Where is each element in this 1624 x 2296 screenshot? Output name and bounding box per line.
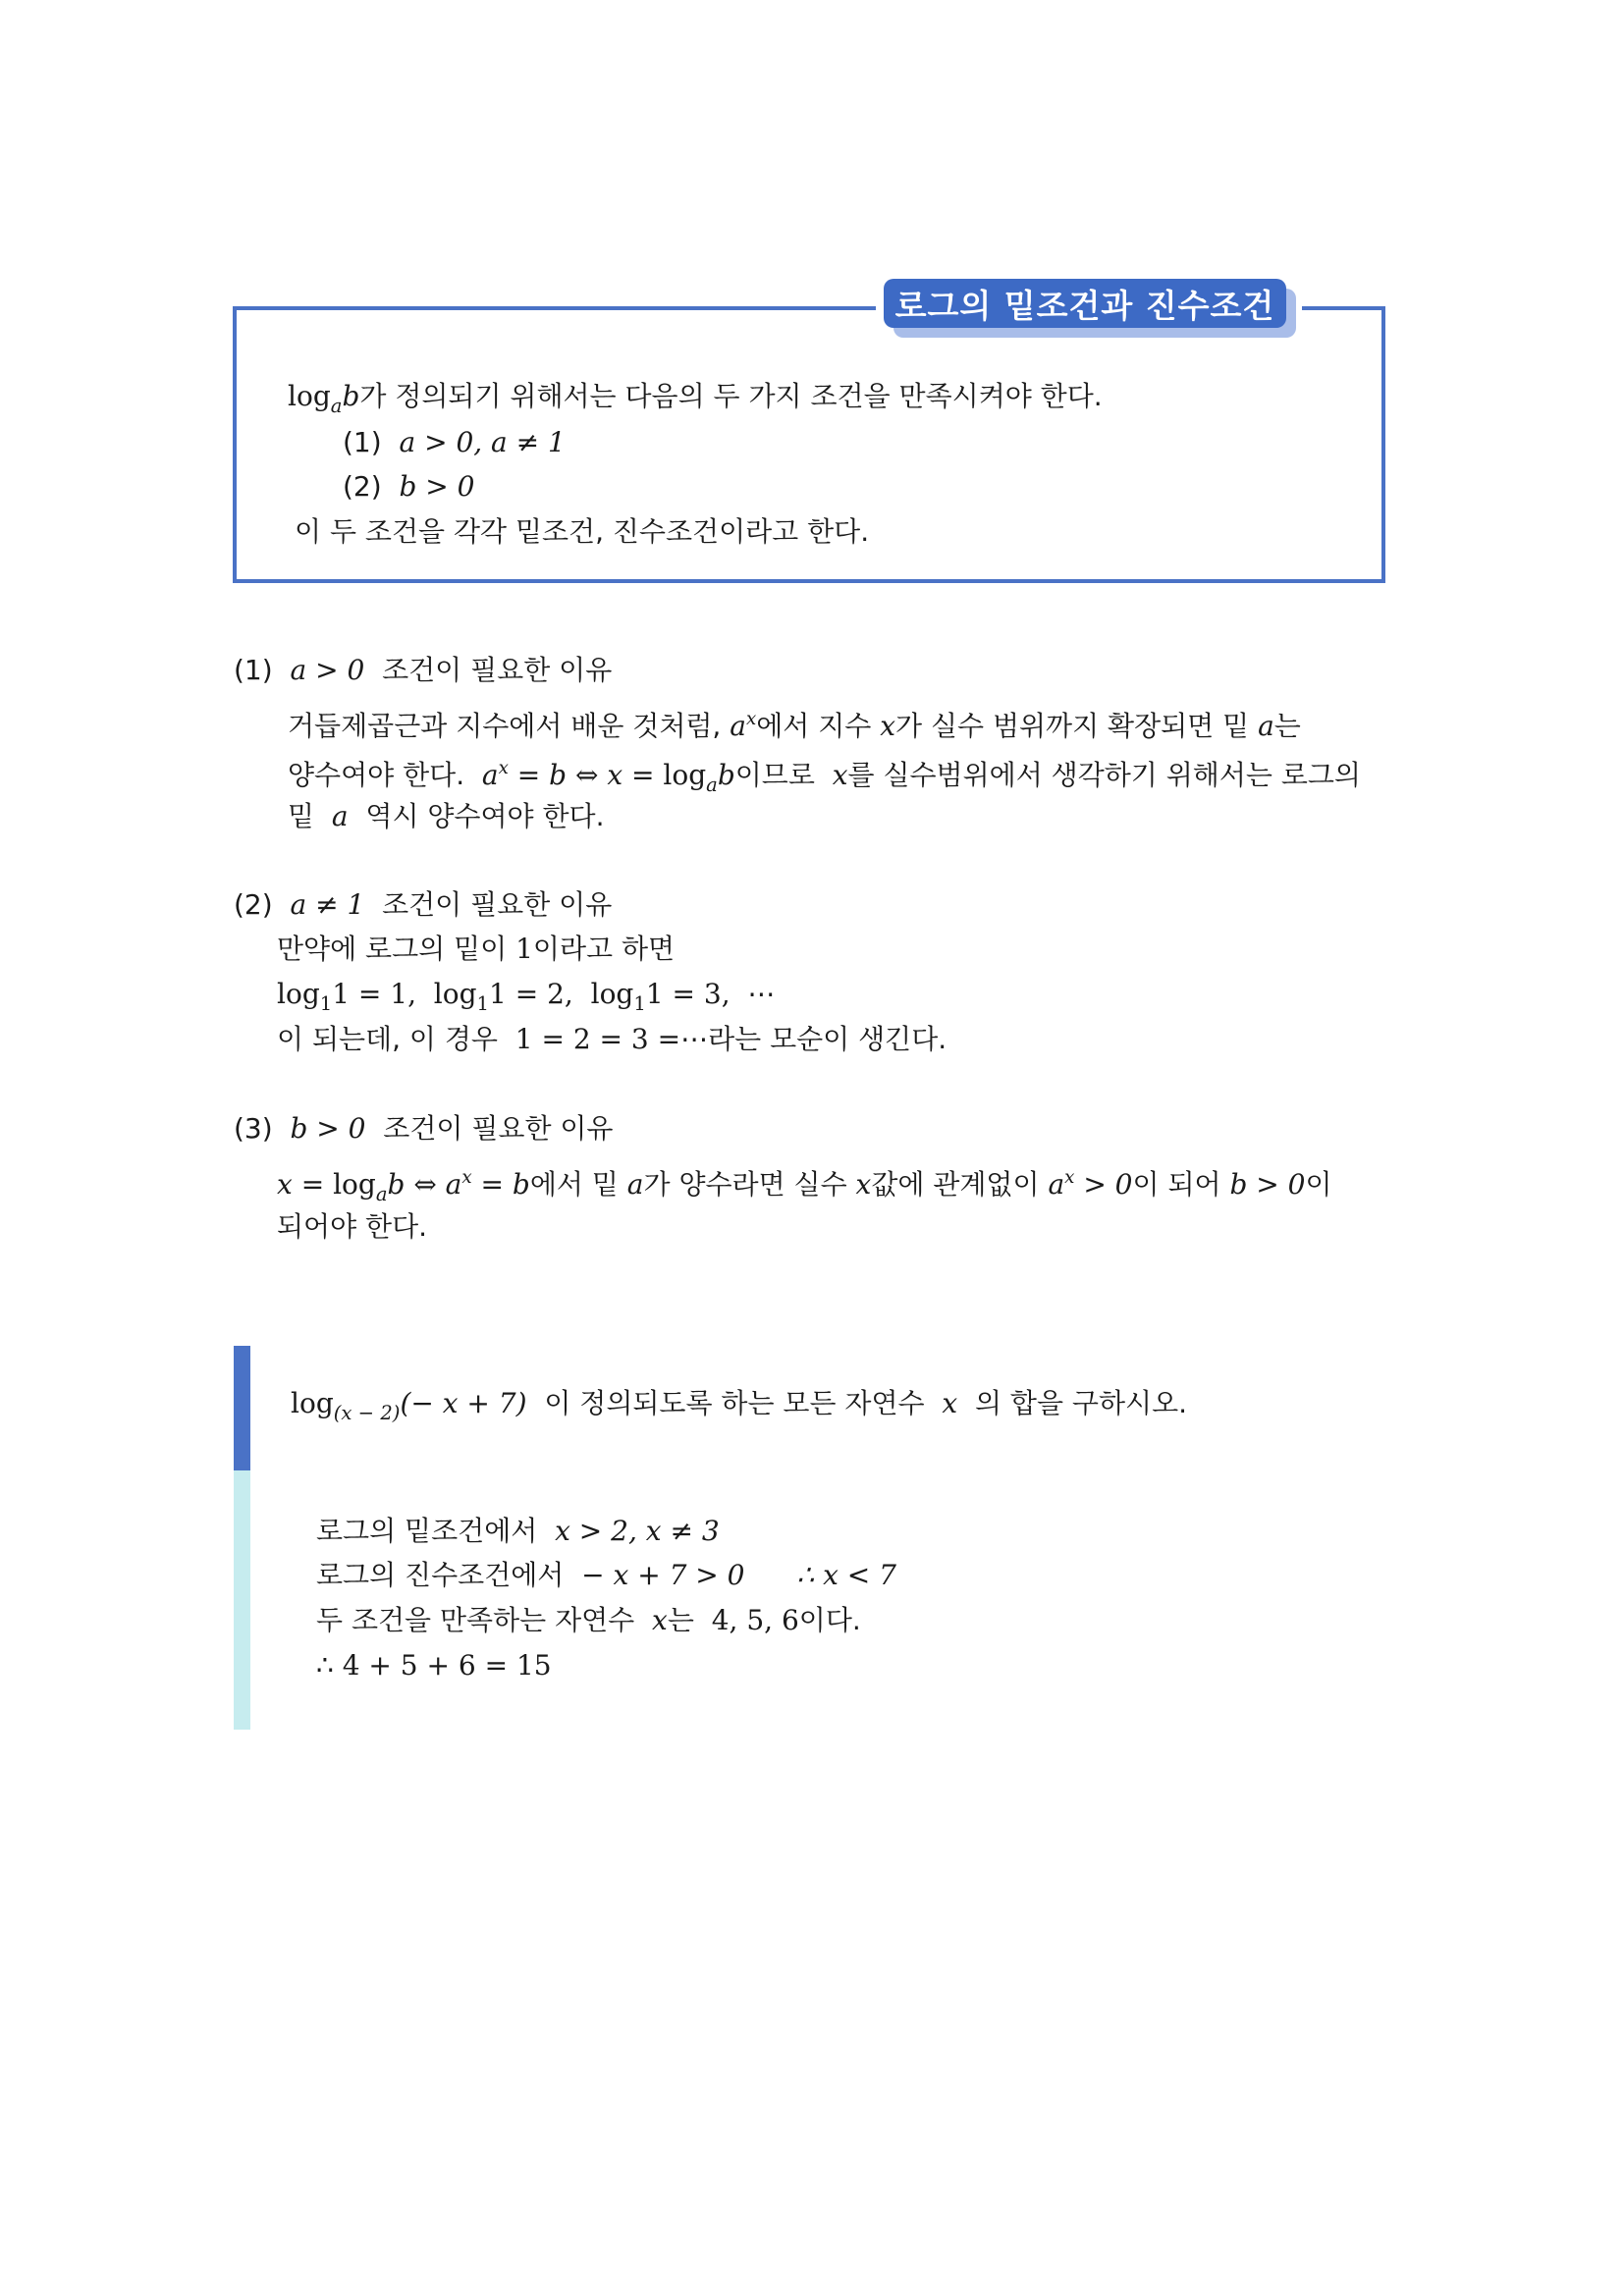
s3-text-c: 값에 관계없이 [871,1167,1040,1201]
section-3-condition: b > 0 [290,1112,366,1145]
s1-math-x2: x [832,758,848,791]
s1-text-c: 가 실수 범위까지 확장되면 밑 [895,709,1250,742]
sol3-text-mid: 는 [667,1604,694,1636]
section-3-title: 조건이 필요한 이유 [383,1112,614,1145]
definition-intro-text: 가 정의되기 위해서는 다음의 두 가지 조건을 만족시켜야 한다. [359,380,1103,412]
sol3-text: 두 조건을 만족하는 자연수 [316,1604,635,1636]
problem-var-x: x [942,1387,958,1419]
definition-condition-2 [343,467,474,507]
s1-math-ax: $a^x$ [730,709,757,742]
problem-accent-bar [234,1346,250,1470]
sol2-text: 로그의 진수조건에서 [316,1559,565,1591]
s3-text-e: 이 [1305,1167,1332,1201]
section-1-heading [234,651,612,690]
sol1-text: 로그의 밑조건에서 [316,1515,538,1547]
section-2-line-3 [277,1020,947,1059]
s2-text-b: 이라고 하면 [532,933,676,965]
s1-text-g: 를 실수범위에서 생각하기 위해서는 로그의 [847,758,1361,791]
s1-math-equivalence: $a^x = b$ ⇔ $x = \log_ab$ [481,758,735,796]
section-2-label: (2) [234,888,273,921]
problem-text-b: 의 합을 구하시오. [974,1387,1188,1419]
s1-text-a: 거듭제곱근과 지수에서 배운 것처럼, [288,709,722,742]
s2-math-log-list: $\log_11 = 1$, $\log_11 = 2$, $\log_11 = 3$, ⋯ [277,978,776,1015]
s2-text-d: 라는 모순이 생긴다. [708,1023,947,1055]
s1-text-i: 역시 양수여야 한다. [365,800,605,832]
s1-text-e: 양수여야 한다. [288,758,465,791]
s2-text-c: 이 되는데, 이 경우 [277,1023,498,1055]
log-a-b-math: $\log_ab$ [288,380,360,417]
sol3-text-tail: 이다. [798,1604,861,1636]
s1-text-d: 는 [1273,709,1301,742]
section-1-title: 조건이 필요한 이유 [382,654,613,686]
section-1-line-1 [288,700,1301,746]
sol2-math-conclusion: ∴ x < 7 [796,1559,896,1591]
section-2-heading [234,885,612,925]
sol1-math: x > 2, x ≠ 3 [555,1515,720,1547]
s3-math-ax-pos: $a^x > 0$ [1048,1167,1133,1201]
sol3-math: 4, 5, 6 [711,1604,799,1636]
problem-question [291,1384,1187,1433]
solution-line-2 [316,1556,896,1595]
s2-text-a: 만약에 로그의 밑이 [277,933,508,965]
s2-math-1: 1 [515,933,533,965]
s1-math-x: x [880,709,895,742]
section-2-line-1 [277,930,675,969]
definition-summary: 이 두 조건을 각각 밑조건, 진수조건이라고 한다. [295,515,870,548]
s1-math-a: a [1258,709,1274,742]
section-2-line-2 [277,975,775,1024]
s2-math-contradiction: 1 = 2 = 3 =⋯ [514,1023,709,1055]
definition-title: 로그의 밑조건과 진수조건 [884,279,1286,328]
s1-math-a2: a [331,800,349,832]
sol4-math: ∴ 4 + 5 + 6 = 15 [316,1649,552,1682]
section-3-label: (3) [234,1112,273,1145]
s3-math-b-pos: b > 0 [1229,1167,1306,1201]
s1-text-f: 이므로 [734,758,815,791]
section-3-line-2: 되어야 한다. [277,1210,428,1243]
section-2-condition: a ≠ 1 [290,888,365,921]
section-1-label: (1) [234,654,273,686]
section-2-title: 조건이 필요한 이유 [382,888,613,921]
condition-2-label: (2) [343,470,382,503]
problem-math-log: $\log_{(x - 2)}(- x + 7)$ [291,1387,527,1424]
s3-text-a: 에서 밑 [529,1167,619,1201]
s3-math-equivalence: $x = \log_ab$ ⇔ $a^x = b$ [277,1167,530,1205]
solution-line-4 [316,1646,552,1685]
section-1-line-3 [288,797,604,836]
definition-condition-1 [343,423,566,462]
solution-line-1 [316,1512,720,1551]
s3-math-x: x [855,1167,872,1201]
s3-math-a: a [626,1167,644,1201]
sol2-math: − x + 7 > 0 [581,1559,745,1591]
definition-intro [288,377,1103,426]
solution-line-3 [316,1601,861,1640]
problem-text-a: 이 정의되도록 하는 모든 자연수 [544,1387,925,1419]
section-3-line-1 [277,1158,1332,1214]
condition-1-math: a > 0, a ≠ 1 [399,426,566,458]
section-3-heading [234,1109,613,1148]
sol3-var: x [652,1604,668,1636]
condition-1-label: (1) [343,426,382,458]
s3-text-b: 가 양수라면 실수 [643,1167,847,1201]
s1-text-h: 밑 [288,800,315,832]
section-1-condition: a > 0 [290,654,365,686]
s1-text-b: 에서 지수 [756,709,872,742]
s3-text-d: 이 되어 [1132,1167,1221,1201]
condition-2-math: b > 0 [399,470,475,503]
solution-accent-bar [234,1470,250,1730]
